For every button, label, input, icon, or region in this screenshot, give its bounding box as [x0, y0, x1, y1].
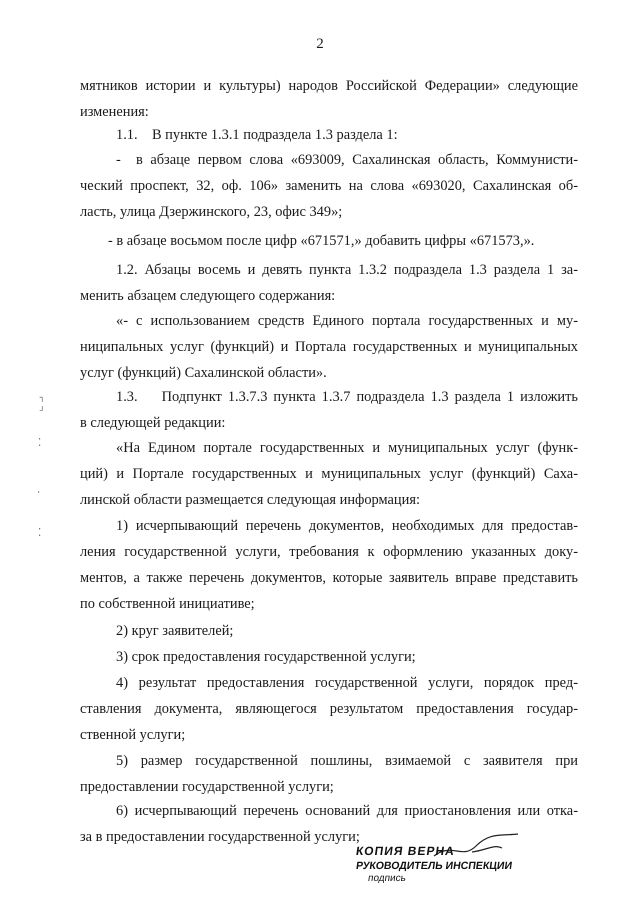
text-line: 5) размер государственной пошлины, взимаемой с заявителя при	[116, 753, 578, 769]
paragraph	[80, 435, 578, 513]
text-line: - в абзаце восьмом после цифр «671571,» добавить цифры «671573,».	[108, 233, 535, 249]
margin-mark: ⌐ ¬	[35, 396, 48, 412]
page-number: 2	[316, 36, 324, 52]
text-line: мятников истории и культуры) народов Российской Федерации» следующие	[80, 78, 578, 94]
text-line: ниципальных услуг (функций) и Портала государственных и муниципальных	[80, 339, 578, 355]
paragraph	[80, 644, 578, 670]
margin-mark: ·	[31, 490, 44, 494]
text-line: ментов, а также перечень документов, которые заявитель вправе представить	[80, 570, 578, 586]
text-line: 2) круг заявителей;	[116, 623, 234, 639]
paragraph	[80, 308, 578, 386]
certification-stamp	[356, 844, 526, 884]
stamp-copy-true: КОПИЯ ВЕРНА	[355, 844, 456, 858]
margin-mark: · ·	[33, 436, 46, 448]
text-line: «На Едином портале государственных и муниципальных услуг (функ-	[116, 440, 578, 456]
text-line: предоставлении государственной услуги;	[80, 779, 334, 795]
text-line: по собственной инициативе;	[80, 596, 255, 612]
paragraph	[80, 618, 578, 644]
text-line: ставления документа, являющегося результатом предоставления государ-	[80, 701, 578, 717]
text-line: - в абзаце первом слова «693009, Сахалинская область, Коммунисти-	[116, 152, 578, 168]
text-line: менить абзацем следующего содержания:	[80, 288, 336, 304]
stamp-signature-label: подпись	[367, 873, 407, 884]
text-line: за в предоставлении государственной услуги;	[80, 829, 360, 845]
text-line: 1.1. В пункте 1.3.1 подраздела 1.3 раздела 1:	[116, 127, 398, 143]
text-line: 1.3. Подпункт 1.3.7.3 пункта 1.3.7 подраздела 1.3 раздела 1 изложить	[116, 389, 578, 405]
paragraph	[80, 257, 578, 309]
text-line: ций) и Портале государственных и муниципальных услуг (функций) Саха-	[80, 466, 578, 482]
margin-mark: · ·	[33, 526, 46, 538]
text-line: линской области размещается следующая информация:	[80, 492, 420, 508]
paragraph	[80, 122, 578, 148]
text-line: ческий проспект, 32, оф. 106» заменить на слова «693020, Сахалинская об-	[80, 178, 578, 194]
text-line: ления государственной услуги, требования к оформлению указанных доку-	[80, 544, 578, 560]
text-line: ственной услуги;	[80, 727, 186, 743]
text-line: 1.2. Абзацы восемь и девять пункта 1.3.2 подраздела 1.3 раздела 1 за-	[116, 262, 578, 278]
paragraph	[80, 228, 578, 254]
text-line: в следующей редакции:	[80, 415, 226, 431]
text-line: услуг (функций) Сахалинской области».	[80, 365, 327, 381]
text-line: 3) срок предоставления государственной услуги;	[116, 649, 416, 665]
stamp-head-inspection: РУКОВОДИТЕЛЬ ИНСПЕКЦИИ	[355, 860, 513, 872]
paragraph	[80, 513, 578, 617]
text-line: 4) результат предоставления государственной услуги, порядок пред-	[116, 675, 578, 691]
text-line: 1) исчерпывающий перечень документов, необходимых для предостав-	[116, 518, 578, 534]
paragraph	[80, 670, 578, 748]
text-line: ласть, улица Дзержинского, 23, офис 349»;	[80, 204, 343, 220]
paragraph	[80, 147, 578, 225]
paragraph	[80, 748, 578, 800]
text-line: изменения:	[80, 104, 149, 120]
text-line: 6) исчерпывающий перечень оснований для приостановления или отка-	[116, 803, 578, 819]
paragraph	[80, 384, 578, 436]
paragraph	[80, 73, 578, 125]
text-line: «- с использованием средств Единого портала государственных и му-	[116, 313, 578, 329]
